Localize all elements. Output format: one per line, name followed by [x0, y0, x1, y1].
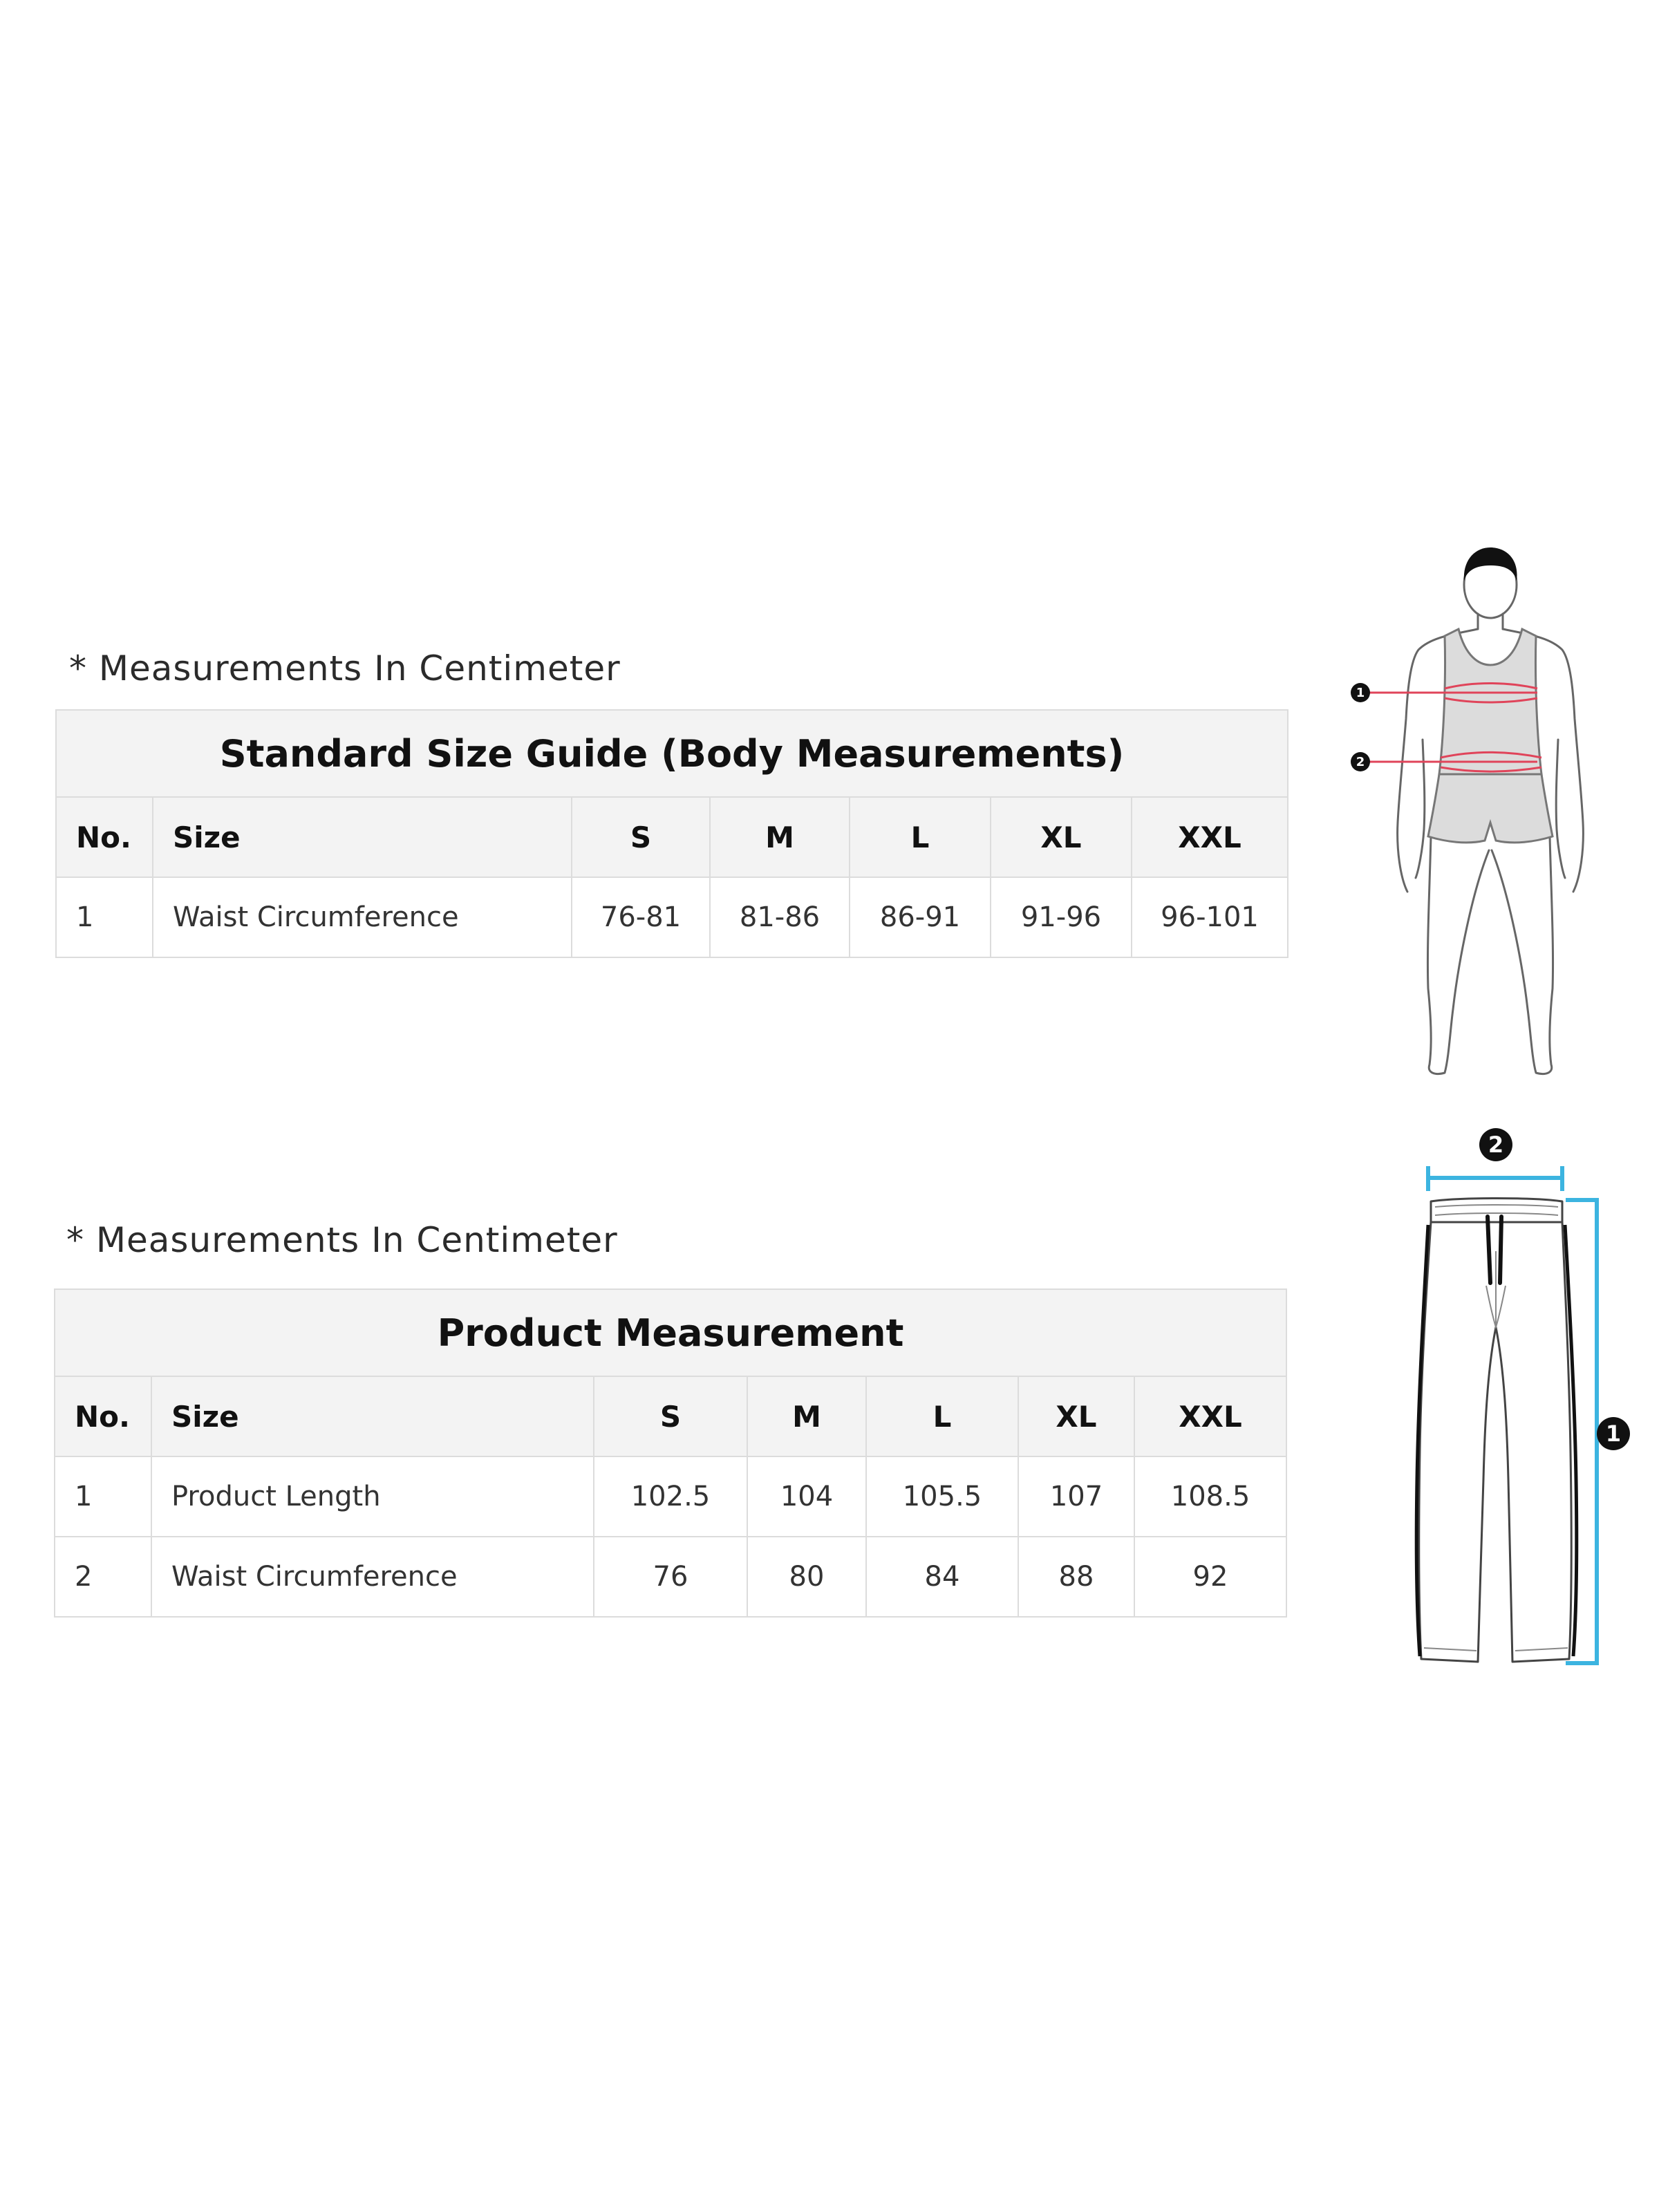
- row-no: 2: [55, 1537, 151, 1617]
- header-m: M: [710, 797, 850, 877]
- cell-l: 105.5: [866, 1456, 1018, 1537]
- body-table-title: Standard Size Guide (Body Measurements): [56, 710, 1288, 797]
- cell-l: 84: [866, 1537, 1018, 1617]
- body-measurements-note: * Measurements In Centimeter: [69, 648, 621, 688]
- cell-m: 80: [747, 1537, 866, 1617]
- header-xl: XL: [991, 797, 1132, 877]
- header-m: M: [747, 1376, 866, 1456]
- row-no: 1: [55, 1456, 151, 1537]
- pants-marker-1: 1: [1605, 1421, 1622, 1447]
- cell-xxl: 108.5: [1134, 1456, 1286, 1537]
- row-label: Waist Circumference: [151, 1537, 594, 1617]
- body-size-table: [55, 709, 1288, 958]
- product-table-title: Product Measurement: [55, 1289, 1286, 1376]
- cell-xxl: 92: [1134, 1537, 1286, 1617]
- pants-marker-2: 2: [1488, 1132, 1504, 1158]
- cell-m: 81-86: [710, 877, 850, 957]
- header-s: S: [594, 1376, 747, 1456]
- cell-s: 102.5: [594, 1456, 747, 1537]
- product-size-table: [54, 1288, 1287, 1618]
- cell-s: 76-81: [572, 877, 710, 957]
- body-marker-1: 1: [1356, 686, 1365, 700]
- product-table-header: [55, 1376, 1286, 1456]
- cell-xl: 107: [1018, 1456, 1134, 1537]
- header-no: No.: [56, 797, 153, 877]
- cell-xxl: 96-101: [1132, 877, 1288, 957]
- header-size: Size: [151, 1376, 594, 1456]
- row-no: 1: [56, 877, 153, 957]
- cell-m: 104: [747, 1456, 866, 1537]
- header-size: Size: [153, 797, 572, 877]
- pants-figure-icon: [1396, 1120, 1631, 1687]
- row-label: Product Length: [151, 1456, 594, 1537]
- header-xxl: XXL: [1132, 797, 1288, 877]
- header-xl: XL: [1018, 1376, 1134, 1456]
- body-figure-icon: [1341, 532, 1590, 1092]
- header-no: No.: [55, 1376, 151, 1456]
- table-row: [56, 877, 1288, 957]
- header-xxl: XXL: [1134, 1376, 1286, 1456]
- cell-xl: 91-96: [991, 877, 1132, 957]
- table-row: [55, 1456, 1286, 1537]
- cell-xl: 88: [1018, 1537, 1134, 1617]
- table-row: [55, 1537, 1286, 1617]
- body-table-header: [56, 797, 1288, 877]
- header-l: L: [850, 797, 991, 877]
- product-measurements-note: * Measurements In Centimeter: [66, 1220, 618, 1260]
- header-l: L: [866, 1376, 1018, 1456]
- header-s: S: [572, 797, 710, 877]
- body-marker-2: 2: [1356, 755, 1365, 769]
- row-label: Waist Circumference: [153, 877, 572, 957]
- cell-l: 86-91: [850, 877, 991, 957]
- cell-s: 76: [594, 1537, 747, 1617]
